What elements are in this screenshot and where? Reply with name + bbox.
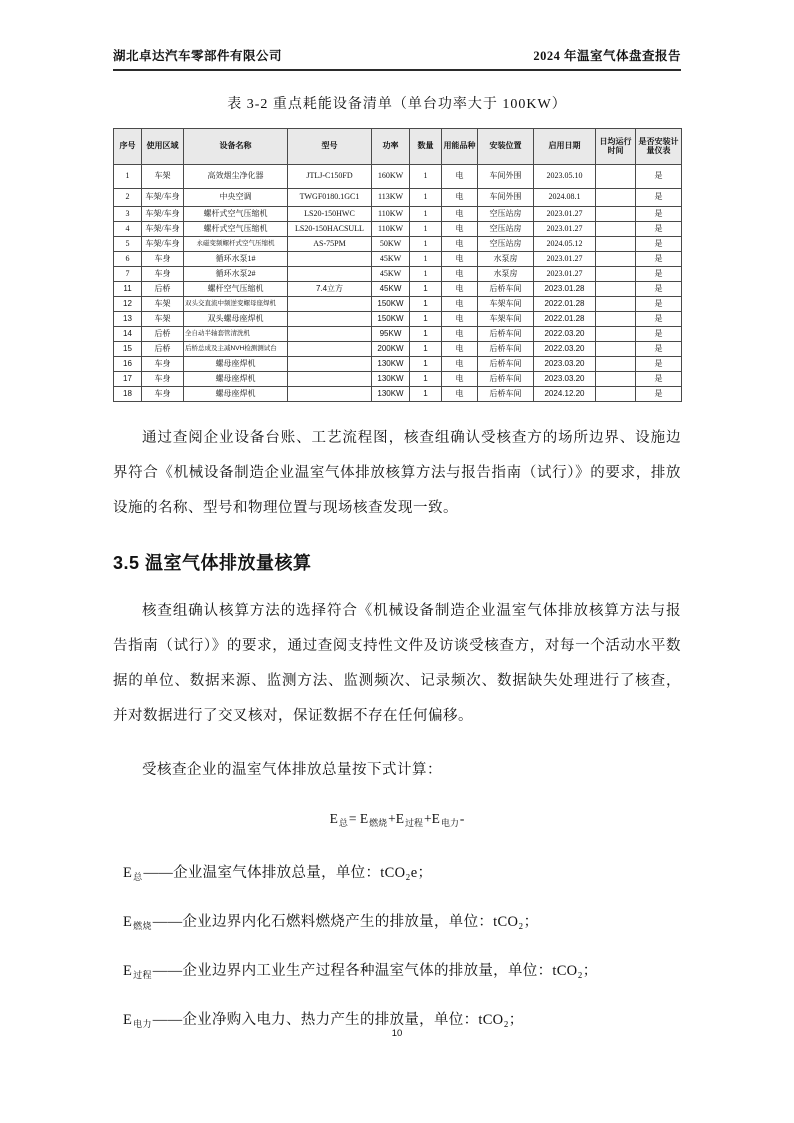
table-cell: [596, 327, 636, 342]
table-row: [114, 282, 682, 297]
table-cell: 车身: [142, 252, 184, 267]
table-cell: 是: [636, 372, 682, 387]
paragraph-method-verification: 核查组确认核算方法的选择符合《机械设备制造企业温室气体排放核算方法与报告指南（试行）》的要求，通过查阅支持性文件及访谈受核查方，对每一个活动水平数据的单位、数据来源、监测方法、监测频次、记录频次、数据缺失处理进行了核查，并对数据进行了交叉核对，保证数据不存在任何偏移。: [113, 603, 681, 724]
table-row: [114, 312, 682, 327]
table-cell: 车身: [142, 372, 184, 387]
table-cell: 3: [114, 207, 142, 222]
table-cell: [596, 342, 636, 357]
table-cell: [288, 267, 372, 282]
table-cell: 1: [410, 327, 442, 342]
table-cell: 12: [114, 297, 142, 312]
table-cell: 水泵房: [478, 267, 534, 282]
table-cell: [596, 357, 636, 372]
table-cell: 后桥车间: [478, 282, 534, 297]
table-cell: 电: [442, 357, 478, 372]
table-cell: 130KW: [372, 372, 410, 387]
table-cell: 电: [442, 252, 478, 267]
table-cell: 45KW: [372, 282, 410, 297]
table-cell: LS20-150HWC: [288, 207, 372, 222]
table-cell: [288, 312, 372, 327]
table-cell: 循环水泵1#: [184, 252, 288, 267]
table-cell: 17: [114, 372, 142, 387]
formula-term: -: [459, 811, 465, 826]
table-cell: 电: [442, 387, 478, 402]
table-cell: 是: [636, 189, 682, 207]
table-cell: 130KW: [372, 357, 410, 372]
table-cell: 电: [442, 165, 478, 189]
table-cell: 车架: [142, 165, 184, 189]
table-row: [114, 207, 682, 222]
table-cell: 是: [636, 312, 682, 327]
table-cell: 是: [636, 267, 682, 282]
table-cell: 2024.08.1: [534, 189, 596, 207]
table-cell: 14: [114, 327, 142, 342]
table-cell: 是: [636, 327, 682, 342]
table-cell: [596, 237, 636, 252]
table-cell: 双头螺母座焊机: [184, 312, 288, 327]
table-cell: 110KW: [372, 222, 410, 237]
column-header: 用能品种: [442, 129, 478, 165]
table-cell: 4: [114, 222, 142, 237]
table-cell: 2024.05.12: [534, 237, 596, 252]
column-header: 使用区域: [142, 129, 184, 165]
table-cell: 循环水泵2#: [184, 267, 288, 282]
table-cell: 1: [410, 207, 442, 222]
paragraph-formula-intro: 受核查企业的温室气体排放总量按下式计算：: [142, 762, 442, 778]
table-cell: 1: [410, 297, 442, 312]
equipment-table-head: [114, 129, 682, 165]
table-cell: 2: [114, 189, 142, 207]
table-cell: 2023.03.20: [534, 372, 596, 387]
table-cell: 车身: [142, 267, 184, 282]
table-cell: 电: [442, 222, 478, 237]
table-cell: 2023.03.20: [534, 357, 596, 372]
report-title: 2024 年温室气体盘查报告: [533, 49, 681, 63]
definition-text: ——企业净购入电力、热力产生的排放量，单位：tCO₂；: [152, 1012, 524, 1028]
table-cell: 2023.01.27: [534, 252, 596, 267]
table-cell: 1: [410, 387, 442, 402]
table-cell: 电: [442, 282, 478, 297]
table-cell: 车架/车身: [142, 237, 184, 252]
table-cell: 空压站房: [478, 207, 534, 222]
table-cell: 后桥: [142, 282, 184, 297]
table-cell: [596, 312, 636, 327]
table-cell: 螺杆空气压缩机: [184, 282, 288, 297]
table-cell: 电: [442, 327, 478, 342]
table-cell: [596, 297, 636, 312]
table-cell: 7.4立方: [288, 282, 372, 297]
table-cell: 2022.01.28: [534, 297, 596, 312]
page-header: [113, 0, 681, 71]
table-row: [114, 237, 682, 252]
table-cell: 2023.01.27: [534, 222, 596, 237]
definition-subscript: 电力: [133, 1019, 152, 1029]
table-row: [114, 357, 682, 372]
table-cell: 7: [114, 267, 142, 282]
table-cell: [288, 342, 372, 357]
table-row: [114, 297, 682, 312]
table-cell: 160KW: [372, 165, 410, 189]
table-cell: 16: [114, 357, 142, 372]
table-cell: AS-75PM: [288, 237, 372, 252]
column-header: 启用日期: [534, 129, 596, 165]
table-row: [114, 165, 682, 189]
column-header: 设备名称: [184, 129, 288, 165]
table-cell: 2023.05.10: [534, 165, 596, 189]
table-cell: 车架车间: [478, 312, 534, 327]
table-cell: 是: [636, 357, 682, 372]
table-cell: 车架/车身: [142, 222, 184, 237]
company-name: 湖北卓达汽车零部件有限公司: [113, 49, 283, 63]
table-cell: [288, 252, 372, 267]
table-cell: 双头交直流中频逆变螺母座焊机: [184, 297, 288, 312]
table-cell: 是: [636, 165, 682, 189]
formula-subscript: 总: [338, 818, 348, 828]
table-row: [114, 189, 682, 207]
table-cell: 车间外围: [478, 189, 534, 207]
definition-item: [123, 961, 681, 985]
table-cell: [596, 189, 636, 207]
section-heading-3-5: 3.5 温室气体排放量核算: [113, 553, 312, 573]
table-cell: 11: [114, 282, 142, 297]
table-cell: 车身: [142, 387, 184, 402]
table-cell: 50KW: [372, 237, 410, 252]
table-cell: 车架/车身: [142, 189, 184, 207]
table-header-row: [114, 129, 682, 165]
table-cell: 全自动半轴套管清洗机: [184, 327, 288, 342]
table-cell: 是: [636, 297, 682, 312]
table-cell: [288, 357, 372, 372]
table-cell: 是: [636, 282, 682, 297]
table-cell: 电: [442, 207, 478, 222]
table-cell: 200KW: [372, 342, 410, 357]
table-cell: 1: [410, 342, 442, 357]
page-number: 10: [391, 1028, 403, 1039]
table-cell: 110KW: [372, 207, 410, 222]
definition-symbol: E: [123, 963, 133, 979]
definition-subscript: 总: [133, 872, 143, 882]
table-cell: 1: [410, 222, 442, 237]
table-row: [114, 342, 682, 357]
definition-symbol: E: [123, 914, 133, 930]
table-cell: 1: [410, 357, 442, 372]
table-cell: 1: [114, 165, 142, 189]
table-cell: 车架: [142, 297, 184, 312]
table-cell: 后桥总成及主减NVH检测测试台: [184, 342, 288, 357]
table-cell: 后桥车间: [478, 387, 534, 402]
table-cell: 1: [410, 237, 442, 252]
definition-item: [123, 912, 681, 936]
table-cell: 高效烟尘净化器: [184, 165, 288, 189]
table-cell: 6: [114, 252, 142, 267]
table-cell: 是: [636, 342, 682, 357]
table-cell: 2023.01.27: [534, 267, 596, 282]
table-cell: 电: [442, 297, 478, 312]
table-cell: 5: [114, 237, 142, 252]
table-cell: [596, 387, 636, 402]
table-cell: 2023.01.28: [534, 282, 596, 297]
table-cell: [596, 252, 636, 267]
column-header: 安装位置: [478, 129, 534, 165]
table-cell: [596, 207, 636, 222]
equipment-table-body: [114, 165, 682, 402]
table-row: [114, 372, 682, 387]
table-cell: 电: [442, 342, 478, 357]
table-cell: 是: [636, 387, 682, 402]
table-cell: [288, 387, 372, 402]
table-cell: 电: [442, 372, 478, 387]
definition-subscript: 过程: [133, 970, 152, 980]
table-cell: 电: [442, 267, 478, 282]
table-row: [114, 387, 682, 402]
table-cell: [596, 267, 636, 282]
definition-text: ——企业边界内化石燃料燃烧产生的排放量，单位：tCO₂；: [152, 914, 539, 930]
column-header: 是否安装计量仪表: [636, 129, 682, 165]
table-row: [114, 267, 682, 282]
table-cell: [596, 222, 636, 237]
table-cell: 后桥车间: [478, 327, 534, 342]
table-cell: TWGF0180.1GC1: [288, 189, 372, 207]
table-cell: 螺母座焊机: [184, 372, 288, 387]
definition-subscript: 燃烧: [133, 921, 152, 931]
definition-text: ——企业温室气体排放总量，单位：tCO₂e；: [143, 865, 433, 881]
table-cell: 是: [636, 207, 682, 222]
formula-term: +E: [424, 811, 440, 826]
table-cell: 2022.03.20: [534, 327, 596, 342]
table-cell: 后桥: [142, 327, 184, 342]
table-cell: 是: [636, 222, 682, 237]
equipment-table: [113, 128, 682, 402]
table-cell: [288, 327, 372, 342]
table-cell: 2022.03.20: [534, 342, 596, 357]
formula-subscript: 过程: [405, 818, 424, 828]
table-cell: 后桥车间: [478, 342, 534, 357]
table-cell: 18: [114, 387, 142, 402]
table-cell: 螺母座焊机: [184, 387, 288, 402]
table-cell: 永磁变频螺杆式空气压缩机: [184, 237, 288, 252]
table-cell: 150KW: [372, 297, 410, 312]
table-cell: [288, 297, 372, 312]
formula-subscript: 电力: [440, 818, 459, 828]
formula-subscript: 燃烧: [369, 818, 388, 828]
table-cell: 后桥车间: [478, 357, 534, 372]
table-row: [114, 327, 682, 342]
column-header: 序号: [114, 129, 142, 165]
formula-term: = E: [348, 811, 369, 826]
table-cell: 车架: [142, 312, 184, 327]
table-cell: 是: [636, 237, 682, 252]
table-cell: 车身: [142, 357, 184, 372]
table-cell: 电: [442, 312, 478, 327]
formula-term: +E: [388, 811, 404, 826]
table-cell: 45KW: [372, 267, 410, 282]
definition-item: [123, 863, 681, 887]
table-cell: 113KW: [372, 189, 410, 207]
table-cell: 车间外围: [478, 165, 534, 189]
table-cell: 后桥车间: [478, 372, 534, 387]
table-cell: 2024.12.20: [534, 387, 596, 402]
table-cell: [596, 372, 636, 387]
table-cell: 车架/车身: [142, 207, 184, 222]
column-header: 功率: [372, 129, 410, 165]
table-cell: 2022.01.28: [534, 312, 596, 327]
table-cell: 螺杆式空气压缩机: [184, 222, 288, 237]
table-row: [114, 222, 682, 237]
table-cell: 是: [636, 252, 682, 267]
emission-formula: [113, 804, 681, 838]
definition-symbol: E: [123, 865, 133, 881]
paragraph-boundary-confirmation: 通过查阅企业设备台账、工艺流程图，核查组确认受核查方的场所边界、设施边界符合《机械设备制造企业温室气体排放核算方法与报告指南（试行）》的要求，排放设施的名称、型号和物理位置与现场核查发现一致。: [113, 430, 681, 516]
column-header: 日均运行时间: [596, 129, 636, 165]
table-cell: 后桥: [142, 342, 184, 357]
table-cell: LS20-150HACSULL: [288, 222, 372, 237]
table-cell: 中央空调: [184, 189, 288, 207]
definition-symbol: E: [123, 1012, 133, 1028]
table-cell: [596, 282, 636, 297]
table-cell: 螺杆式空气压缩机: [184, 207, 288, 222]
table-cell: [288, 372, 372, 387]
table-cell: 电: [442, 189, 478, 207]
table-cell: 水泵房: [478, 252, 534, 267]
table-cell: 95KW: [372, 327, 410, 342]
table-cell: 1: [410, 312, 442, 327]
table-cell: 车架车间: [478, 297, 534, 312]
table-cell: 13: [114, 312, 142, 327]
table-cell: 130KW: [372, 387, 410, 402]
table-cell: 1: [410, 252, 442, 267]
table-cell: 1: [410, 267, 442, 282]
table-cell: JTLJ-C150FD: [288, 165, 372, 189]
table-cell: 1: [410, 189, 442, 207]
table-cell: 电: [442, 237, 478, 252]
definition-text: ——企业边界内工业生产过程各种温室气体的排放量，单位：tCO₂；: [152, 963, 598, 979]
table-row: [114, 252, 682, 267]
formula-term: E: [329, 811, 338, 826]
column-header: 型号: [288, 129, 372, 165]
table-cell: 150KW: [372, 312, 410, 327]
table-cell: 空压站房: [478, 222, 534, 237]
table-cell: 45KW: [372, 252, 410, 267]
table-cell: 1: [410, 372, 442, 387]
formula-definitions: [123, 863, 681, 1034]
table-cell: 螺母座焊机: [184, 357, 288, 372]
table-cell: 15: [114, 342, 142, 357]
table-cell: 2023.01.27: [534, 207, 596, 222]
column-header: 数量: [410, 129, 442, 165]
table-title: 表 3-2 重点耗能设备清单（单台功率大于 100KW）: [227, 97, 567, 112]
table-cell: 空压站房: [478, 237, 534, 252]
table-cell: 1: [410, 165, 442, 189]
table-cell: 1: [410, 282, 442, 297]
table-cell: [596, 165, 636, 189]
